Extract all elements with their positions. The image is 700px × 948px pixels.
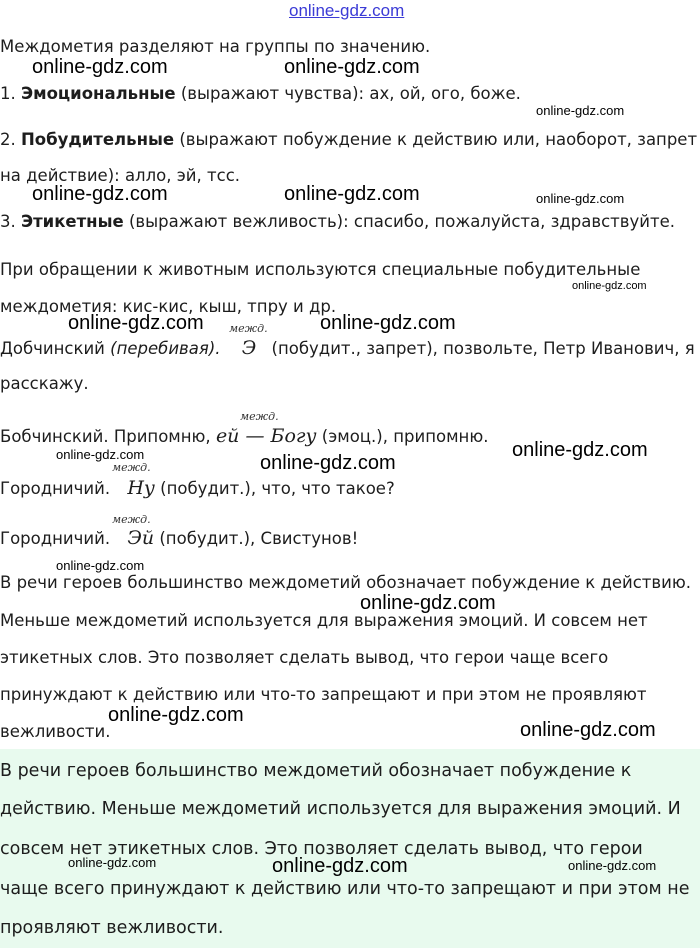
annotation-line-1: межд.: [229, 322, 268, 335]
annotation-line-2: межд.: [240, 410, 279, 423]
conclusion-line-5: вежливости.: [0, 722, 111, 741]
interjection-ey-bogu: ей — Богу: [215, 425, 317, 447]
group-1-number: 1.: [0, 84, 16, 103]
dialogue-line-2: [0, 426, 488, 447]
answer-line-1: В речи героев большинство междометий обозначает побуждение к: [0, 761, 632, 781]
answer-line-5: проявляют вежливости.: [0, 918, 224, 938]
watermark: online-gdz.com: [68, 312, 204, 334]
watermark: online-gdz.com: [536, 191, 625, 206]
group-2-number: 2.: [0, 130, 16, 149]
answer-line-3: совсем нет этикетных слов. Это позволяет сделать вывод, что герои: [0, 839, 643, 859]
group-1: [0, 84, 521, 104]
group-2-description: (выражают побуждение к действию или, наоборот, запрет: [174, 130, 698, 149]
dialogue-line-3-rest: (побудит.), что, что такое?: [154, 479, 395, 498]
group-2: [0, 130, 697, 150]
top-watermark-link[interactable]: online-gdz.com: [289, 1, 405, 20]
interjection-e: Э: [241, 337, 257, 359]
animals-text-line-2: междометия: кис-кис, кыш, тпру и др.: [0, 297, 337, 316]
dialogue-line-1-continued: расскажу.: [0, 374, 89, 393]
watermark: online-gdz.com: [68, 855, 157, 870]
intro-heading: Междометия разделяют на группы по значению.: [0, 37, 431, 56]
stage-remark: (перебивая).: [110, 339, 221, 358]
watermark: online-gdz.com: [284, 56, 420, 78]
watermark: online-gdz.com: [520, 719, 656, 741]
interjection-nu: Ну: [127, 477, 155, 499]
watermark: online-gdz.com: [56, 558, 145, 573]
group-2-name: Побудительные: [21, 130, 175, 149]
speaker-gorodnichy: Городничий.: [0, 529, 116, 548]
speaker-dobchinsky: Добчинский: [0, 339, 111, 358]
answer-line-4: чаще всего принуждают к действию или что-то запрещают и при этом не: [0, 879, 690, 899]
animals-text-line-1: При обращении к животным используются специальные побудительные: [0, 260, 641, 279]
watermark: online-gdz.com: [572, 280, 647, 292]
interjection-ey: Эй: [127, 527, 155, 549]
watermark: online-gdz.com: [536, 103, 625, 118]
watermark: online-gdz.com: [32, 56, 168, 78]
group-3-name: Этикетные: [21, 212, 124, 231]
watermark: online-gdz.com: [108, 704, 244, 726]
group-3-number: 3.: [0, 212, 16, 231]
answer-line-2: действию. Меньше междометий используется для выражения эмоций. И: [0, 799, 681, 819]
dialogue-line-4-rest: (побудит.), Свистунов!: [154, 529, 359, 548]
annotation-line-3: межд.: [112, 461, 151, 474]
speaker-bobchinsky: Бобчинский. Припомню,: [0, 427, 216, 446]
group-3: [0, 212, 675, 232]
watermark: online-gdz.com: [56, 447, 145, 462]
conclusion-line-4: принуждают к действию или что-то запрещают и при этом не проявляют: [0, 685, 647, 704]
watermark: online-gdz.com: [260, 452, 396, 474]
dialogue-line-1-rest: (побудит., запрет), позвольте, Петр Иванович, я: [266, 339, 695, 358]
annotation-line-4: межд.: [112, 513, 151, 526]
speaker-gorodnichy: Городничий.: [0, 479, 116, 498]
watermark: online-gdz.com: [320, 312, 456, 334]
watermark: online-gdz.com: [512, 439, 648, 461]
dialogue-line-1: [0, 338, 695, 359]
group-2-continued: на действие): алло, эй, тсс.: [0, 166, 241, 185]
watermark: online-gdz.com: [360, 592, 496, 614]
dialogue-line-3: [0, 478, 395, 499]
watermark: online-gdz.com: [568, 858, 657, 873]
group-1-name: Эмоциональные: [21, 84, 176, 103]
watermark: online-gdz.com: [272, 855, 408, 877]
group-1-description: (выражают чувства): ах, ой, ого, боже.: [175, 84, 521, 103]
dialogue-line-4: [0, 528, 358, 549]
watermark: online-gdz.com: [32, 183, 168, 205]
conclusion-line-3: этикетных слов. Это позволяет сделать вывод, что герои чаще всего: [0, 648, 609, 667]
conclusion-line-2: Меньше междометий используется для выражения эмоций. И совсем нет: [0, 611, 648, 630]
conclusion-line-1: В речи героев большинство междометий обозначает побуждение к действию.: [0, 573, 692, 592]
group-3-description: (выражают вежливость): спасибо, пожалуйста, здравствуйте.: [123, 212, 676, 231]
dialogue-line-2-rest: (эмоц.), припомню.: [316, 427, 489, 446]
watermark: online-gdz.com: [284, 183, 420, 205]
